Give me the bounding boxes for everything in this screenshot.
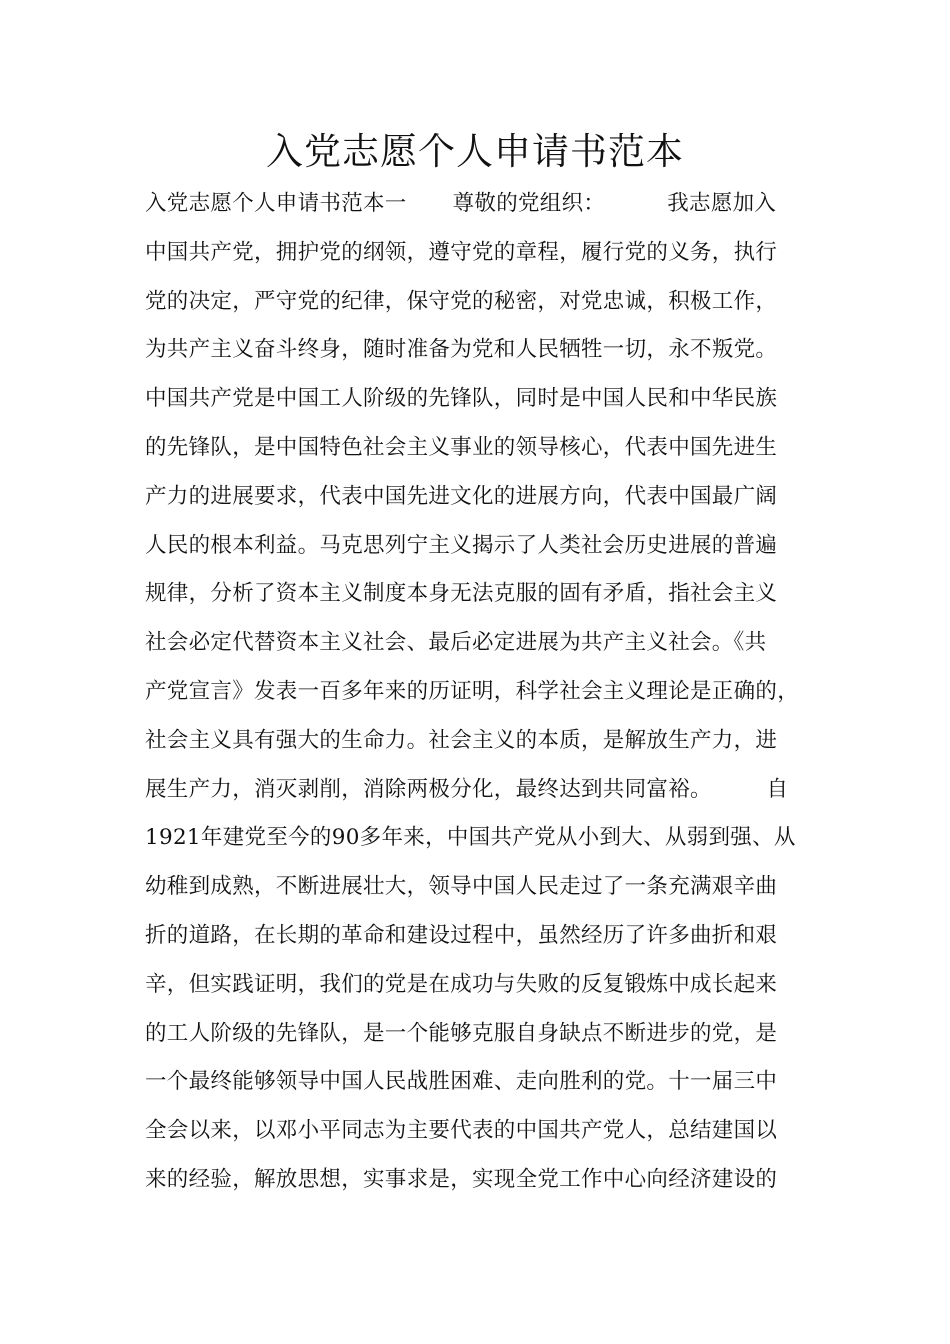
- paragraph-line: 辛，但实践证明，我们的党是在成功与失败的反复锻炼中成长起来: [145, 971, 778, 997]
- salutation-text: 尊敬的党组织：: [452, 191, 606, 216]
- paragraph-line: 社会必定代替资本主义社会、最后必定进展为共产主义社会。《共: [145, 630, 767, 656]
- paragraph-line: 展生产力，消灭剥削，消除两极分化，最终达到共同富裕。 自: [145, 776, 789, 802]
- paragraph-line: 的工人阶级的先锋队，是一个能够克服自身缺点不断进步的党，是: [145, 1020, 778, 1046]
- paragraph-line: 全会以来，以邓小平同志为主要代表的中国共产党人，总结建国以: [145, 1118, 778, 1144]
- paragraph-line: 中国共产党是中国工人阶级的先锋队，同时是中国人民和中华民族: [145, 386, 778, 412]
- paragraph-line: 为共产主义奋斗终身，随时准备为党和人民牺牲一切，永不叛党。: [145, 337, 778, 363]
- paragraph-line: 的先锋队，是中国特色社会主义事业的领导核心，代表中国先进生: [145, 434, 778, 460]
- document-title: 入党志愿个人申请书范本: [266, 130, 684, 173]
- paragraph-line: 规律，分析了资本主义制度本身无法克服的固有矛盾，指社会主义: [145, 581, 778, 607]
- paragraph-line: 人民的根本利益。马克思列宁主义揭示了人类社会历史进展的普遍: [145, 532, 778, 558]
- paragraph-line: 幼稚到成熟，不断进展壮大，领导中国人民走过了一条充满艰辛曲: [145, 874, 778, 900]
- document-body: [145, 180, 845, 1205]
- subtitle-text: 入党志愿个人申请书范本一: [145, 191, 407, 216]
- paragraph-line: 一个最终能够领导中国人民战胜困难、走向胜利的党。十一届三中: [145, 1069, 778, 1095]
- paragraph-line: 中国共产党，拥护党的纲领，遵守党的章程，履行党的义务，执行: [145, 239, 778, 265]
- paragraph-line: 折的道路，在长期的革命和建设过程中，虽然经历了许多曲折和艰: [145, 922, 778, 948]
- paragraph-line: 来的经验，解放思想，实事求是，实现全党工作中心向经济建设的: [145, 1166, 778, 1192]
- paragraph-line: 产党宣言》发表一百多年来的历证明，科学社会主义理论是正确的，: [145, 678, 800, 704]
- paragraph-line: 1921年建党至今的90多年来，中国共产党从小到大、从弱到强、从: [145, 825, 796, 851]
- opening-text: 我志愿加入: [667, 191, 777, 216]
- paragraph-line: 党的决定，严守党的纪律，保守党的秘密，对党忠诚，积极工作，: [145, 288, 778, 314]
- paragraph-line: 产力的进展要求，代表中国先进文化的进展方向，代表中国最广阔: [145, 483, 778, 509]
- paragraph-line: [145, 180, 845, 229]
- paragraph-line: 社会主义具有强大的生命力。社会主义的本质，是解放生产力，进: [145, 727, 778, 753]
